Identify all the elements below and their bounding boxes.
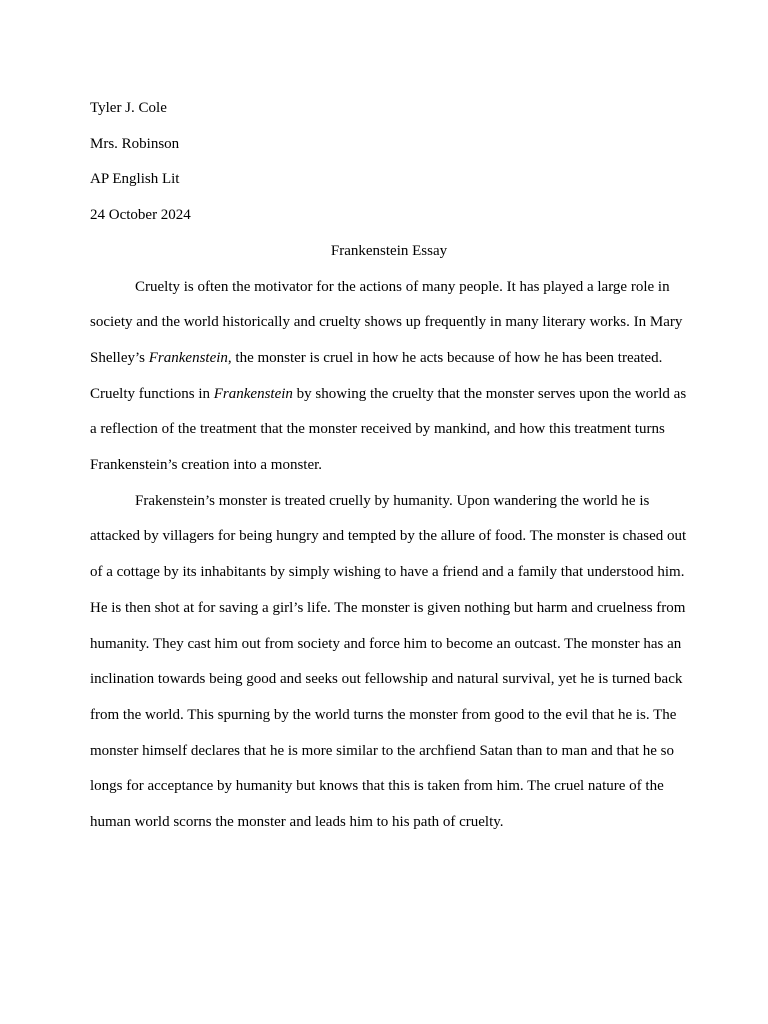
paragraph-intro-text-3: by showing the cruelty that the monster serves upon the world as a reflection of the treatment that the monster received by mankind, and how this treatment turns Frankenstein’s creation into a monster. [90, 385, 687, 474]
essay-title: Frankenstein Essay [330, 242, 448, 259]
course-name: AP English Lit [90, 171, 180, 188]
book-title-italic: Frankenstein [148, 349, 228, 366]
paragraph-intro-text-2: , the monster is cruel in how he acts because of how he has been treated. Cruelty functions in [90, 349, 663, 402]
student-name: Tyler J. Cole [90, 100, 167, 116]
paragraph-intro [90, 270, 688, 484]
essay-date: 24 October 2024 [90, 207, 191, 224]
document-body [90, 91, 688, 841]
paragraph-body: Frakenstein’s monster is treated cruelly by humanity. Upon wandering the world he is attacked by villagers for being hungry and tempted by the allure of food. The monster is chased out of a cottage by its inhabitants by simply wishing to have a friend and a family that understood him. He is then shot at for saving a girl’s life. The monster is given nothing but harm and cruelness from humanity. They cast him out from society and force him to become an outcast. The monster has an inclination towards being good and seeks out fellowship and natural survival, yet he is turned back from the world. This spurning by the world turns the monster from good to the evil that he is. The monster himself declares that he is more similar to the archfiend Satan than to man and that he so longs for acceptance by humanity but knows that this is taken from him. The cruel nature of the human world scorns the monster and leads him to his path of cruelty. [90, 492, 687, 831]
teacher-name: Mrs. Robinson [90, 135, 180, 152]
paragraph-intro-text-1: Cruelty is often the motivator for the actions of many people. It has played a large role in society and the world historically and cruelty shows up frequently in many literary works. In Mary Shelley’s [90, 278, 683, 366]
book-title-italic: Frankenstein [213, 385, 293, 402]
